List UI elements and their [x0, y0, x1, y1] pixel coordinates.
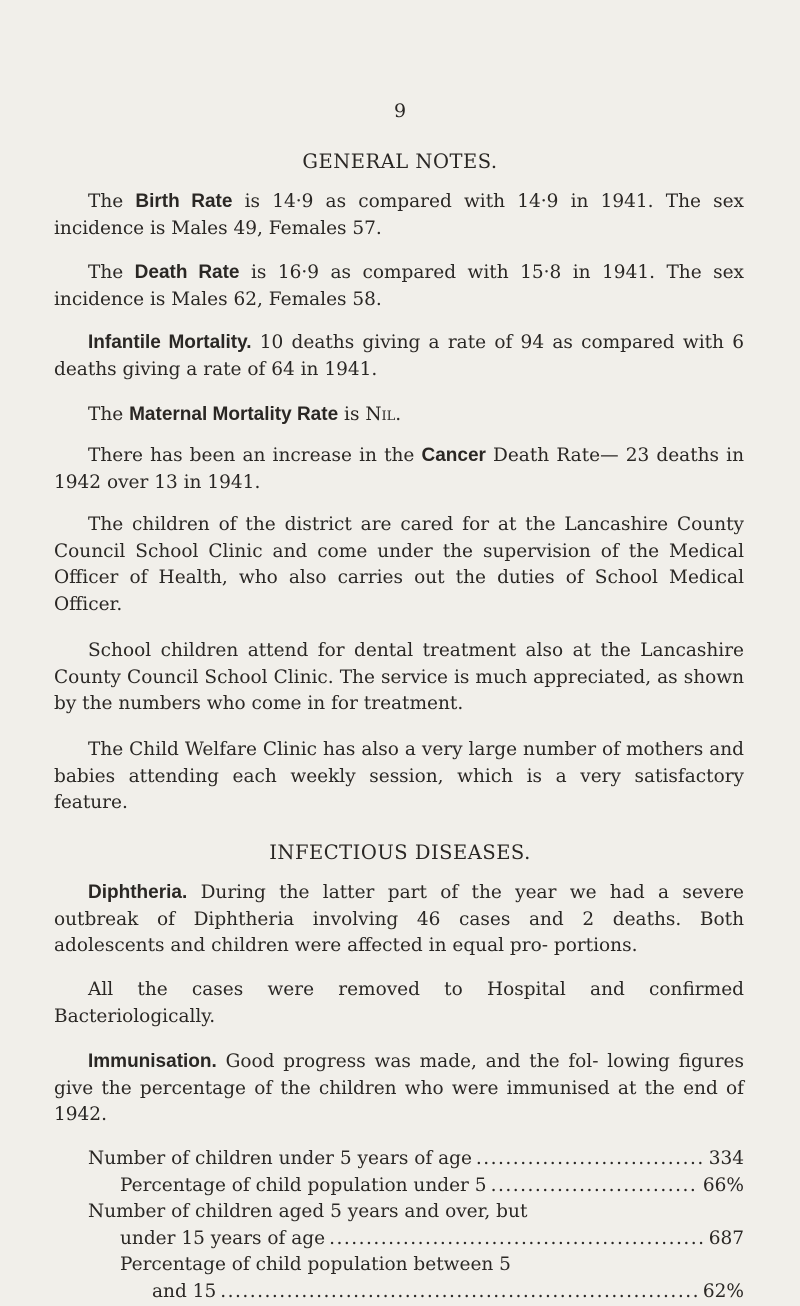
- general-notes-heading: GENERAL NOTES.: [302, 150, 498, 173]
- cases-removed-paragraph: All the cases were removed to Hospital and confirmed Bacteriologically.: [54, 979, 744, 1027]
- immunisation-keyword: Immunisation.: [88, 1051, 217, 1072]
- school-clinic-paragraph: The children of the district are cared for at the Lancashire County Council School Clinic and come under the supervision of the Medical Officer of Health, who also carries out the duties of School Medical Officer.: [54, 514, 744, 615]
- dental-paragraph: School children attend for dental treatment also at the Lancashire County Council School Clinic. The service is much appreciated, as shown by the numbers who come in for treatment.: [54, 640, 744, 714]
- birth-rate-keyword: Birth Rate: [135, 191, 233, 212]
- stat-row-5-15-count: under 15 years of age ..... 687: [54, 1226, 744, 1253]
- cancer-keyword: Cancer: [421, 445, 486, 466]
- death-rate-keyword: Death Rate: [134, 262, 240, 283]
- maternal-mortality-keyword: Maternal Mortality Rate: [129, 404, 339, 425]
- stat-row-5-15-percentage-line1: Percentage of child population between 5: [120, 1254, 511, 1275]
- cancer-paragraph: There has been an increase in the Cancer Death Rate— 23 deaths in 1942 over 13 in 1941.: [54, 445, 744, 493]
- death-rate-paragraph: The Death Rate is 16·9 as compared with 15·8 in 1941. The sex incidence is Males 62, Females 58.: [54, 262, 744, 310]
- stat-row-under-5-percentage: Percentage of child population under 5 ..... 66%: [54, 1173, 744, 1200]
- immunisation-stats: [54, 1146, 744, 1305]
- infantile-mortality-keyword: Infantile Mortality.: [88, 332, 252, 353]
- stat-row-5-15-percentage: and 15 ..... 62%: [54, 1279, 744, 1306]
- infectious-diseases-heading: INFECTIOUS DISEASES.: [269, 841, 531, 864]
- diphtheria-paragraph: Diphtheria. During the latter part of the year we had a severe outbreak of Diphtheria involving 46 cases and 2 deaths. Both adolescents and children were affected in equal pro- portions.: [54, 882, 744, 956]
- immunisation-paragraph: Immunisation. Good progress was made, and the fol- lowing figures give the percentage of the children who were immunised at the end of 1942.: [54, 1051, 744, 1125]
- stat-row-5-15-count-line1: Number of children aged 5 years and over, but: [88, 1201, 528, 1222]
- infantile-mortality-paragraph: Infantile Mortality. 10 deaths giving a rate of 94 as compared with 6 deaths giving a rate of 64 in 1941.: [54, 332, 744, 380]
- page-number: 9: [393, 100, 407, 122]
- birth-rate-paragraph: The Birth Rate is 14·9 as compared with 14·9 in 1941. The sex incidence is Males 49, Females 57.: [54, 191, 744, 239]
- diphtheria-keyword: Diphtheria.: [88, 882, 188, 903]
- maternal-mortality-paragraph: The Maternal Mortality Rate is Nil.: [88, 404, 402, 425]
- child-welfare-paragraph: The Child Welfare Clinic has also a very large number of mothers and babies attending each weekly session, which is a very satisfactory feature.: [54, 739, 744, 813]
- stat-row-under-5-count: Number of children under 5 years of age ..... 334: [54, 1146, 744, 1173]
